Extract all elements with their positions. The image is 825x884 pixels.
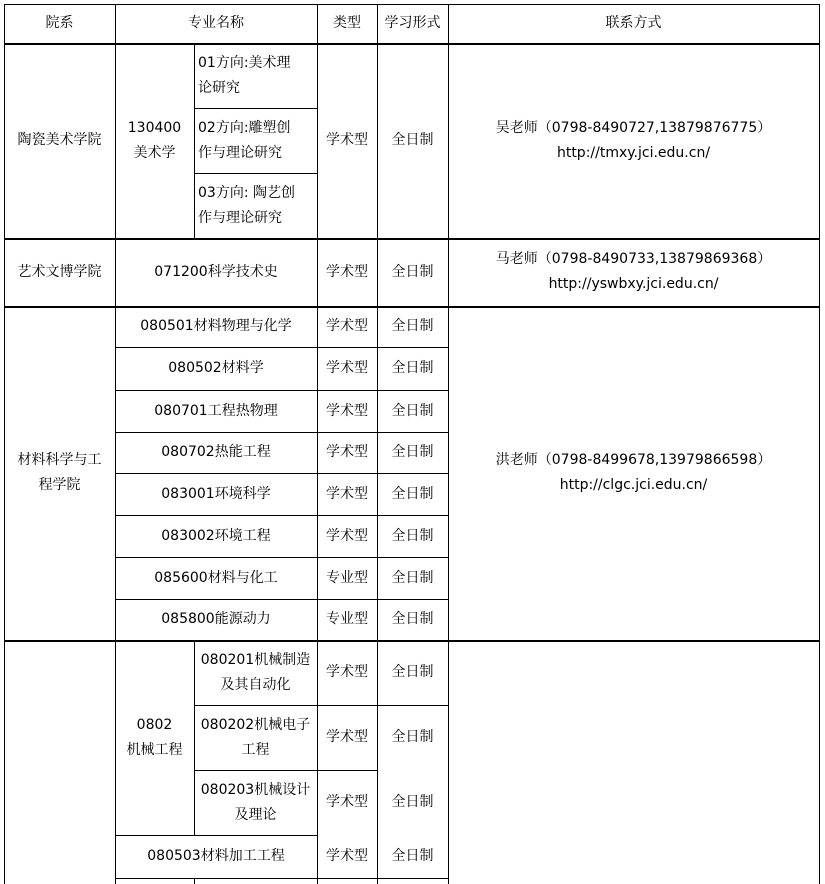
- major-cell: 080503材料加工工程: [147, 848, 285, 864]
- sub-major-3-line-2: 及理论: [234, 806, 277, 823]
- contact-url[interactable]: http://tmxy.jci.edu.cn/: [556, 144, 711, 161]
- contact-name: 洪老师（0798-8499678,13979866598）: [495, 452, 772, 468]
- direction-1-line-2: 论研究: [198, 79, 240, 96]
- header-major: 专业名称: [188, 15, 244, 31]
- contact-ceramic: [448, 43, 819, 238]
- type-cell: 学术型: [326, 729, 368, 745]
- major-cell: 083001环境科学: [161, 485, 271, 502]
- type-cell: 学术型: [326, 360, 368, 376]
- direction-1: [194, 43, 317, 108]
- sub-major-3-line-1: 080203机械设计: [200, 781, 311, 798]
- mode-cell: 全日制: [391, 485, 434, 502]
- major-cell: 085600材料与化工: [154, 569, 278, 586]
- dept-ceramic: 陶瓷美术学院: [17, 132, 102, 148]
- mode-cell: 全日制: [391, 794, 434, 810]
- type-cell: 学术型: [326, 444, 368, 460]
- sub-major-1-line-1: 080201机械制造: [200, 651, 311, 668]
- type-cell: 学术型: [326, 527, 368, 544]
- major-code: 0802: [136, 716, 173, 733]
- type-cell: 学术型: [326, 848, 368, 864]
- major-cell: 080702热能工程: [161, 444, 271, 460]
- type-cell: 学术型: [326, 132, 368, 148]
- sub-major-1-line-2: 及其自动化: [220, 676, 291, 693]
- mode-cell: 全日制: [391, 360, 434, 376]
- type-cell: 学术型: [326, 485, 368, 502]
- mode-cell: 全日制: [391, 132, 434, 148]
- mode-cell: 全日制: [391, 848, 434, 864]
- type-cell: 学术型: [326, 263, 368, 280]
- major-group-mechanical: [115, 640, 194, 835]
- grid-line: [194, 878, 195, 884]
- major-group-fine-arts: [115, 43, 194, 238]
- major-cell: 071200科学技术史: [154, 263, 278, 280]
- direction-2: [194, 108, 317, 173]
- header-dept: 院系: [45, 15, 74, 31]
- major-cell: 083002环境工程: [161, 527, 271, 544]
- sub-major-2: [194, 705, 317, 770]
- direction-2-line-1: 02方向:雕塑创: [198, 119, 291, 136]
- type-cell: 学术型: [326, 318, 368, 334]
- mode-cell: 全日制: [391, 569, 434, 586]
- sub-major-2-line-1: 080202机械电子: [200, 716, 311, 733]
- mode-cell: 全日制: [391, 444, 434, 460]
- major-name: 机械工程: [126, 741, 183, 758]
- type-cell: 学术型: [326, 402, 368, 419]
- direction-2-line-2: 作与理论研究: [198, 144, 282, 161]
- dept-materials: [4, 306, 115, 640]
- mode-cell: 全日制: [391, 402, 434, 419]
- header-mode: 学习形式: [384, 15, 441, 31]
- contact-art: [448, 238, 819, 306]
- contact-materials: [448, 306, 819, 640]
- contact-name: 吴老师（0798-8490727,13879876775）: [495, 119, 772, 136]
- type-cell: 学术型: [326, 664, 368, 680]
- major-cell: 085800能源动力: [161, 611, 271, 627]
- major-code: 130400: [127, 119, 182, 136]
- type-cell: 专业型: [326, 611, 368, 627]
- contact-url[interactable]: http://clgc.jci.edu.cn/: [559, 477, 708, 493]
- direction-3-line-2: 作与理论研究: [198, 209, 282, 226]
- major-cell: 080501材料物理与化学: [140, 318, 292, 334]
- mode-cell: 全日制: [391, 664, 434, 680]
- direction-3-line-1: 03方向: 陶艺创: [198, 184, 295, 201]
- grid-line: [819, 4, 820, 884]
- mode-cell: 全日制: [391, 527, 434, 544]
- direction-3: [194, 173, 317, 238]
- direction-1-line-1: 01方向:美术理: [198, 54, 291, 71]
- major-cell: 080701工程热物理: [154, 402, 278, 419]
- header-contact: 联系方式: [605, 15, 662, 31]
- dept-line-2: 程学院: [38, 477, 81, 493]
- type-cell: 学术型: [326, 794, 368, 810]
- mode-cell: 全日制: [391, 263, 434, 280]
- major-cell: 080502材料学: [168, 360, 264, 376]
- sub-major-2-line-2: 工程: [241, 741, 270, 758]
- mode-cell: 全日制: [391, 729, 434, 745]
- header-type: 类型: [333, 15, 361, 31]
- contact-name: 马老师（0798-8490733,13879869368）: [495, 251, 772, 267]
- dept-line-1: 材料科学与工: [17, 452, 102, 468]
- sub-major-1: [194, 640, 317, 705]
- dept-art: 艺术文博学院: [17, 263, 102, 280]
- major-name: 美术学: [133, 144, 176, 161]
- grid-line: [115, 878, 448, 879]
- mode-cell: 全日制: [391, 318, 434, 334]
- contact-url[interactable]: http://yswbxy.jci.edu.cn/: [548, 276, 719, 292]
- sub-major-3: [194, 770, 317, 835]
- mode-cell: 全日制: [391, 611, 434, 627]
- type-cell: 专业型: [326, 569, 368, 586]
